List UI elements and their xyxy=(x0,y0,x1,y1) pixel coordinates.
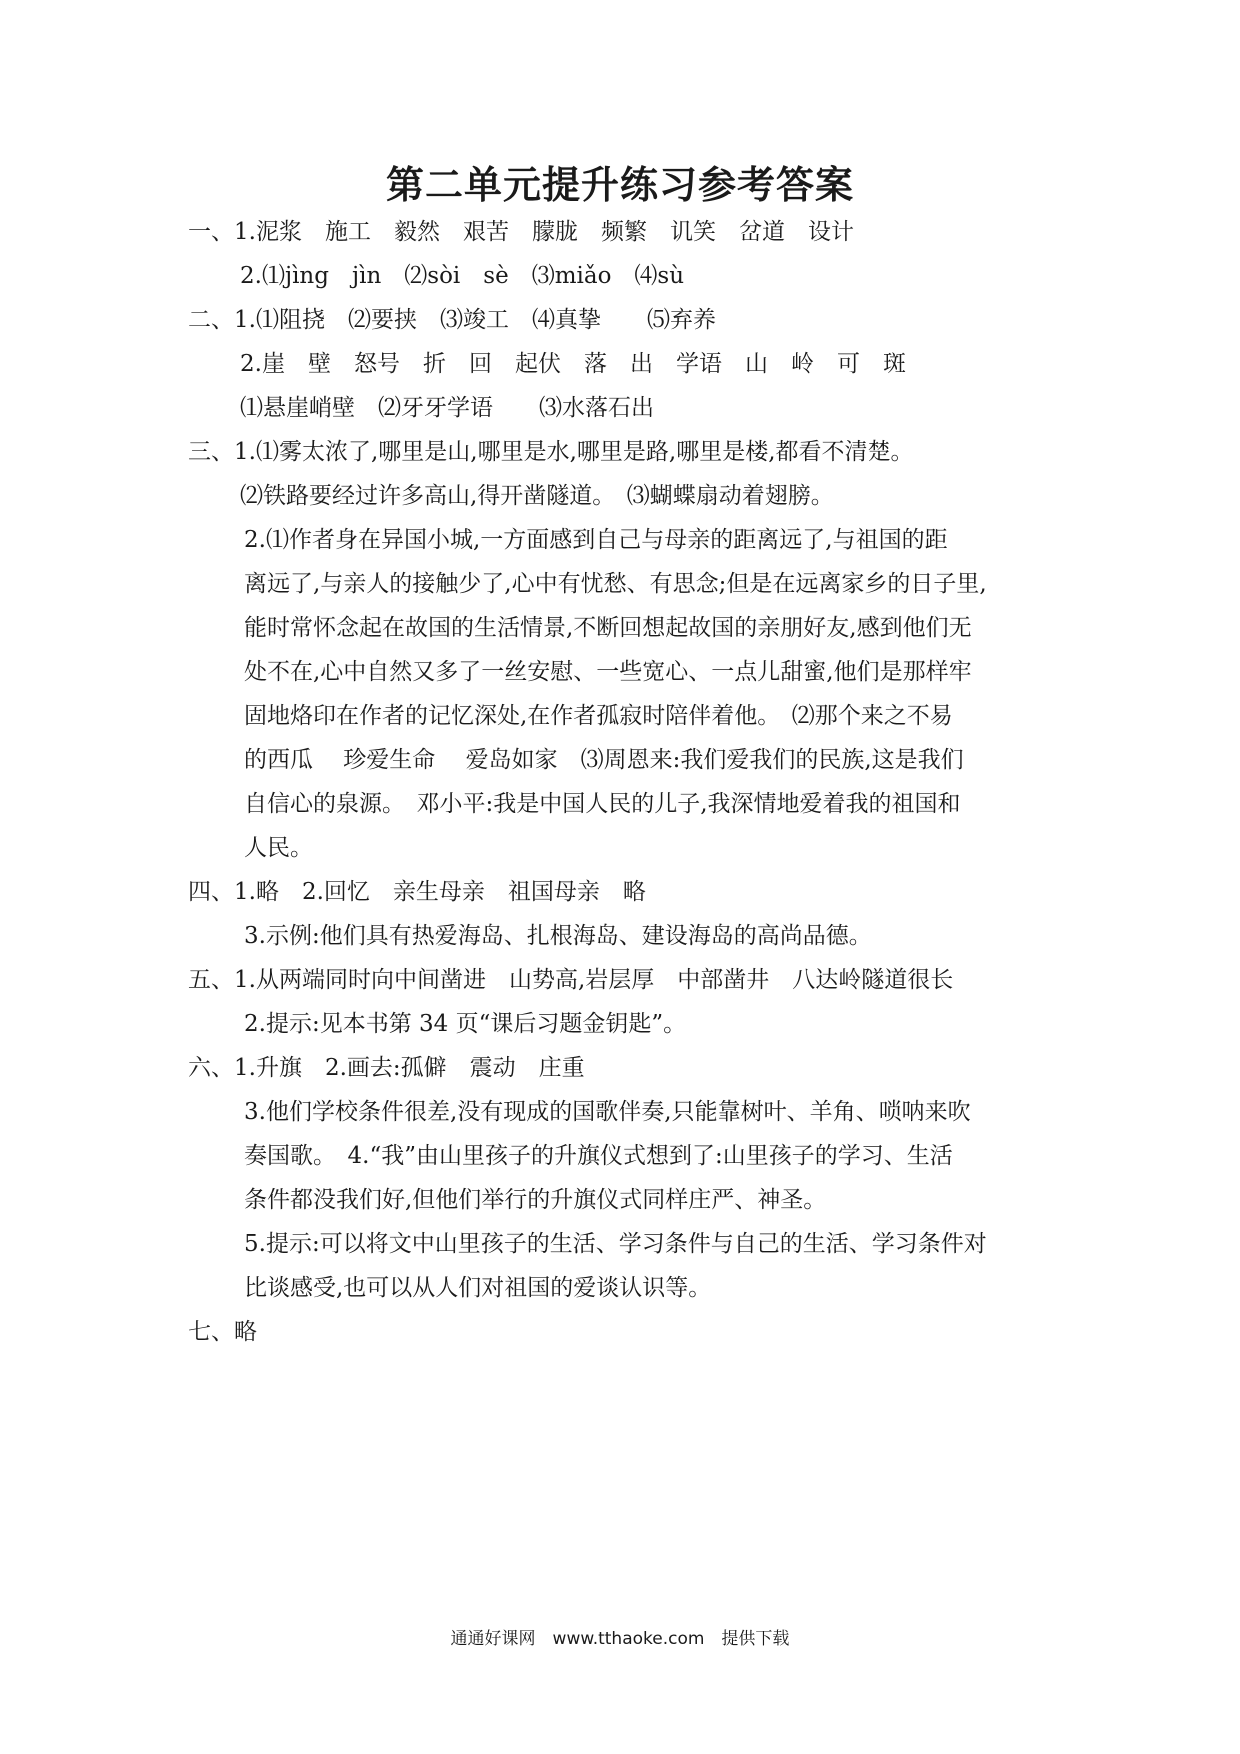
section-5-item-1: 五、1.从两端同时向中间凿进 山势高,岩层厚 中部凿井 八达岭隧道很长 xyxy=(188,967,954,993)
section-6-item-3: 3.他们学校条件很差,没有现成的国歌伴奏,只能靠树叶、羊角、唢呐来吹 xyxy=(244,1099,971,1125)
section-2-item-2-cont: ⑴悬崖峭壁 ⑵牙牙学语 ⑶水落石出 xyxy=(240,395,654,421)
section-2-item-1: 二、1.⑴阻挠 ⑵要挟 ⑶竣工 ⑷真挚 ⑸弃养 xyxy=(188,307,716,333)
section-3-item-2-cont: 固地烙印在作者的记忆深处,在作者孤寂时陪伴着他。 ⑵那个来之不易 xyxy=(244,703,953,729)
section-4-item-1: 四、1.略 2.回忆 亲生母亲 祖国母亲 略 xyxy=(188,879,646,905)
section-5-item-2: 2.提示:见本书第 34 页“课后习题金钥匙”。 xyxy=(244,1011,687,1037)
section-3-item-2-cont: 处不在,心中自然又多了一丝安慰、一些宽心、一点儿甜蜜,他们是那样牢 xyxy=(244,659,972,685)
section-3-item-2-cont: 离远了,与亲人的接触少了,心中有忧愁、有思念;但是在远离家乡的日子里, xyxy=(244,571,987,597)
section-7: 七、略 xyxy=(188,1319,257,1345)
answer-body xyxy=(188,210,1068,1354)
section-3-item-2-cont: 人民。 xyxy=(244,835,313,861)
section-6-item-1: 六、1.升旗 2.画去:孤僻 震动 庄重 xyxy=(188,1055,585,1081)
section-3-item-1: 三、1.⑴雾太浓了,哪里是山,哪里是水,哪里是路,哪里是楼,都看不清楚。 xyxy=(188,439,914,465)
section-3-item-2-cont: 的西瓜 珍爱生命 爱岛如家 ⑶周恩来:我们爱我们的民族,这是我们 xyxy=(244,747,964,773)
section-1-item-1: 一、1.泥浆 施工 毅然 艰苦 朦胧 频繁 讥笑 岔道 设计 xyxy=(188,219,854,245)
page-title: 第二单元提升练习参考答案 xyxy=(385,163,854,207)
section-2-item-2: 2.崖 壁 怒号 折 回 起伏 落 出 学语 山 岭 可 斑 xyxy=(240,351,906,377)
section-3-item-2-cont: 能时常怀念起在故国的生活情景,不断回想起故国的亲朋好友,感到他们无 xyxy=(244,615,972,641)
section-6-item-3-cont: 奏国歌。 4.“我”由山里孩子的升旗仪式想到了:山里孩子的学习、生活 xyxy=(244,1143,953,1169)
section-3-item-2: 2.⑴作者身在异国小城,一方面感到自己与母亲的距离远了,与祖国的距 xyxy=(244,527,948,553)
section-4-item-3: 3.示例:他们具有热爱海岛、扎根海岛、建设海岛的高尚品德。 xyxy=(244,923,872,949)
footer-source: 通通好课网 www.tthaoke.com 提供下载 xyxy=(450,1629,790,1649)
section-1-item-2: 2.⑴jìng jìn ⑵sòi sè ⑶miǎo ⑷sù xyxy=(240,263,685,289)
section-3-item-1-cont: ⑵铁路要经过许多高山,得开凿隧道。 ⑶蝴蝶扇动着翅膀。 xyxy=(240,483,834,509)
section-6-item-5-cont: 比谈感受,也可以从人们对祖国的爱谈认识等。 xyxy=(244,1275,712,1301)
section-6-item-4-cont: 条件都没我们好,但他们举行的升旗仪式同样庄严、神圣。 xyxy=(244,1187,827,1213)
section-3-item-2-cont: 自信心的泉源。 邓小平:我是中国人民的儿子,我深情地爱着我的祖国和 xyxy=(244,791,961,817)
section-6-item-5: 5.提示:可以将文中山里孩子的生活、学习条件与自己的生活、学习条件对 xyxy=(244,1231,987,1257)
